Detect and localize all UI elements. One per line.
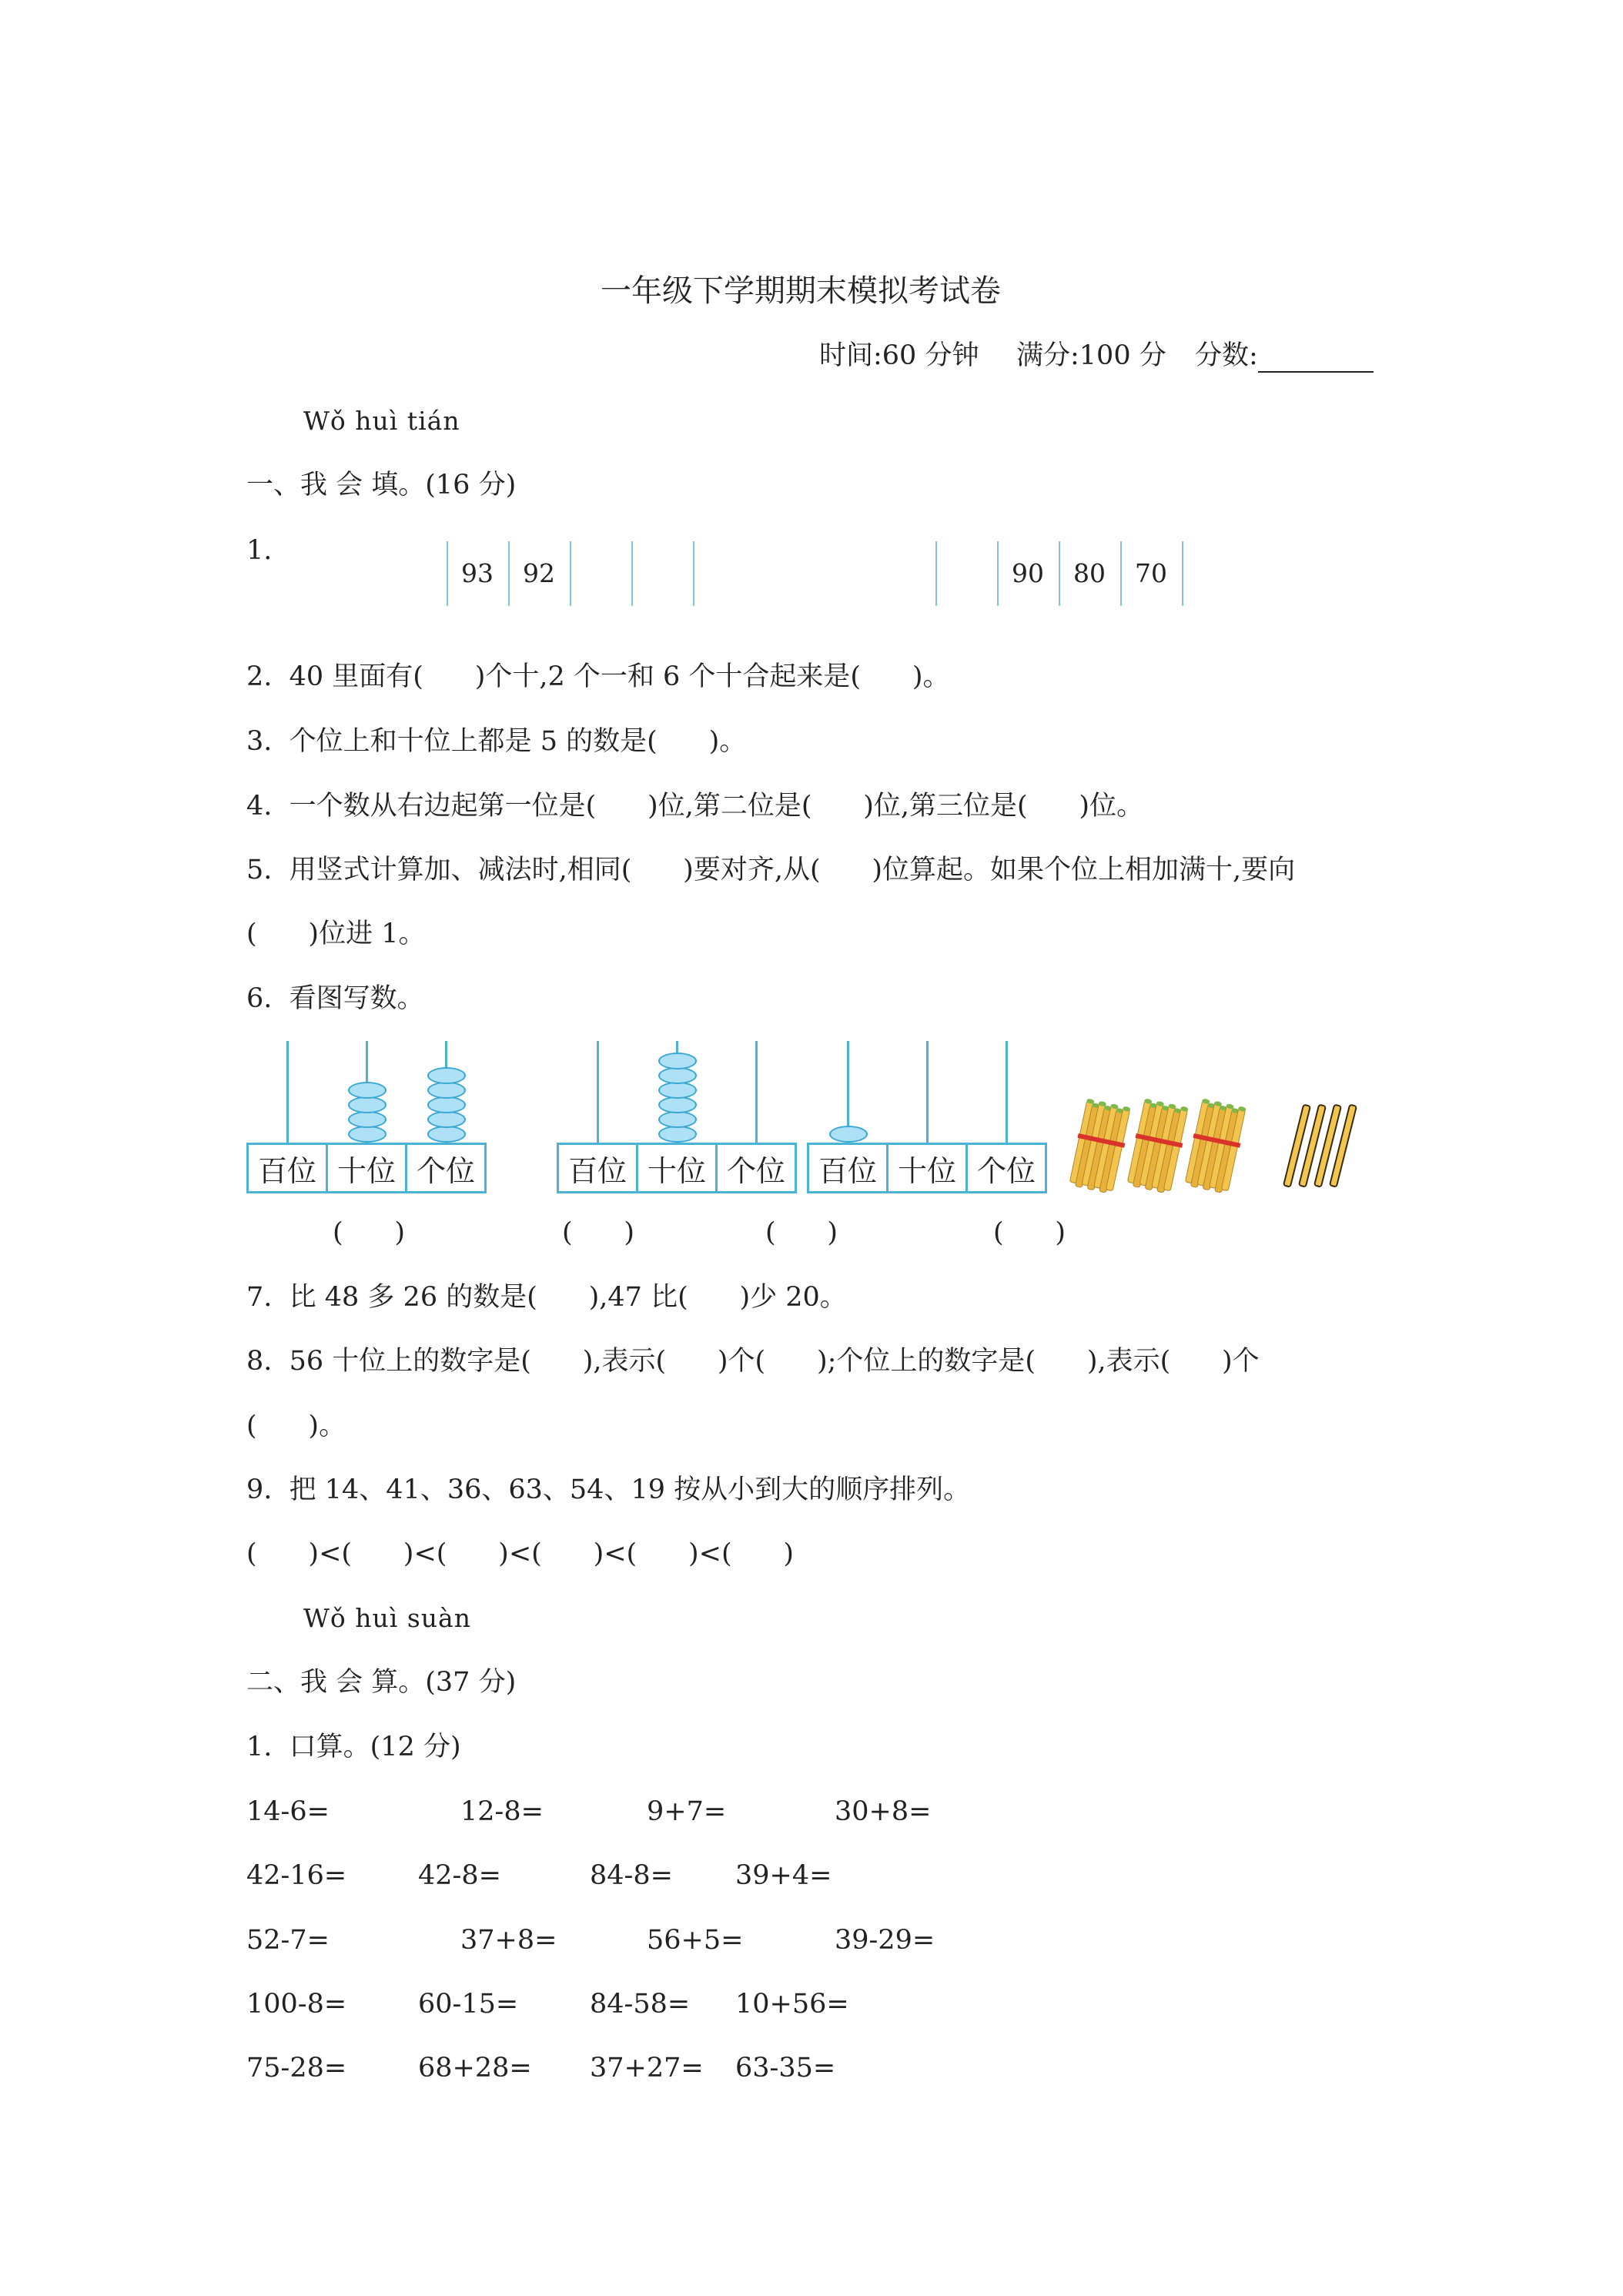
abacus-bead (658, 1053, 697, 1069)
track-divider (693, 541, 694, 606)
track-cell: 90 (1012, 558, 1044, 588)
calc-item: 42-8= (418, 1860, 501, 1891)
calc-item: 84-8= (590, 1860, 673, 1891)
track-cell: 80 (1073, 558, 1106, 588)
calc-item: 56+5= (647, 1925, 744, 1956)
answer6-1: ( ) (333, 1217, 406, 1248)
calc-item: 9+7= (647, 1796, 727, 1827)
track-divider (1182, 541, 1183, 606)
abacus-rod (926, 1041, 929, 1143)
track-divider (570, 541, 571, 606)
abacus-bead (658, 1082, 697, 1099)
track-divider (631, 541, 633, 606)
place-value-label: 十位 (638, 1145, 718, 1191)
question-5-line2: ( )位进 1。 (246, 919, 426, 949)
full-score: 满分:100 分 (1016, 340, 1166, 371)
calc-item: 39+4= (735, 1860, 832, 1891)
abacus-bead (348, 1111, 387, 1128)
calc-item: 52-7= (246, 1925, 330, 1956)
abacus-bead (829, 1126, 868, 1143)
calc-item: 12-8= (460, 1796, 544, 1827)
question-2: 2. 40 里面有( )个十,2 个一和 6 个十合起来是( )。 (246, 661, 950, 692)
track-cell: 70 (1135, 558, 1167, 588)
place-value-label: 十位 (328, 1145, 407, 1191)
question-9-answer: ( )<( )<( )<( )<( )<( ) (246, 1538, 795, 1569)
abacus-bead (427, 1126, 466, 1143)
calc-item: 63-35= (735, 2053, 836, 2083)
score-blank (1258, 345, 1374, 373)
question-8-line2: ( )。 (246, 1411, 346, 1441)
calc-item: 42-16= (246, 1860, 347, 1891)
calc-item: 68+28= (418, 2053, 532, 2083)
score-label: 分数: (1195, 340, 1258, 371)
question-6: 6. 看图写数。 (246, 983, 424, 1014)
place-value-label: 百位 (809, 1145, 888, 1191)
calc-item: 30+8= (835, 1796, 932, 1827)
calc-item: 75-28= (246, 2053, 347, 2083)
track-divider (935, 541, 937, 606)
place-value-label: 个位 (416, 1153, 475, 1188)
abacus-bead (348, 1096, 387, 1113)
q1-label: 1. (246, 535, 273, 566)
abacus-bead (348, 1082, 387, 1099)
exam-time: 时间:60 分钟 (819, 340, 979, 371)
place-value-label: 十位 (888, 1145, 968, 1191)
answer6-2: ( ) (562, 1217, 635, 1248)
calc-item: 37+8= (460, 1925, 557, 1956)
question-7: 7. 比 48 多 26 的数是( ),47 比( )少 20。 (246, 1282, 847, 1313)
score-field (1195, 339, 1374, 373)
abacus-bead (658, 1126, 697, 1143)
place-value-label: 个位 (976, 1153, 1036, 1188)
bundle-of-ten-sticks (1185, 1098, 1246, 1193)
abacus-bead (658, 1096, 697, 1113)
calc-item: 60-15= (418, 1989, 519, 2020)
abacus-rod (286, 1041, 289, 1143)
abacus-rod (597, 1041, 599, 1143)
place-value-label: 百位 (249, 1145, 328, 1191)
track-cell: 92 (523, 558, 555, 588)
calc-item: 14-6= (246, 1796, 330, 1827)
section1-heading: 一、我 会 填。(16 分) (246, 470, 517, 500)
abacus-bead (658, 1067, 697, 1084)
answer6-4: ( ) (993, 1217, 1066, 1248)
abacus-rod (755, 1041, 758, 1143)
oral-calc-heading: 1. 口算。(12 分) (246, 1732, 461, 1762)
place-value-label: 个位 (726, 1153, 785, 1188)
abacus-bead (658, 1111, 697, 1128)
section1-pinyin: Wǒ huì tián (303, 406, 460, 436)
bundle-of-ten-sticks (1069, 1098, 1130, 1193)
section2-heading: 二、我 会 算。(37 分) (246, 1667, 517, 1698)
calc-item: 84-58= (590, 1989, 691, 2020)
bundle-of-ten-sticks (1127, 1098, 1188, 1193)
calc-item: 10+56= (735, 1989, 849, 2020)
question-8-line1: 8. 56 十位上的数字是( ),表示( )个( );个位上的数字是( ),表示( )个 (246, 1346, 1260, 1377)
abacus-bead (427, 1067, 466, 1084)
abacus-bead (348, 1126, 387, 1143)
section2-pinyin: Wǒ huì suàn (303, 1603, 471, 1633)
calc-item: 100-8= (246, 1989, 347, 2020)
place-value-table (246, 1143, 487, 1193)
question-5-line1: 5. 用竖式计算加、减法时,相同( )要对齐,从( )位算起。如果个位上相加满十,要向 (246, 855, 1296, 885)
place-value-table (557, 1143, 797, 1193)
question-9: 9. 把 14、41、36、63、54、19 按从小到大的顺序排列。 (246, 1474, 971, 1505)
track-cell: 93 (461, 558, 494, 588)
calc-item: 37+27= (590, 2053, 704, 2083)
stick-bundles (1062, 1093, 1386, 1201)
question-3: 3. 个位上和十位上都是 5 的数是( )。 (246, 726, 747, 757)
abacus-bead (427, 1096, 466, 1113)
page-title: 一年级下学期期末模拟考试卷 (601, 273, 1001, 309)
abacus-bead (427, 1082, 466, 1099)
calc-item: 39-29= (835, 1925, 935, 1956)
place-value-label: 百位 (559, 1145, 638, 1191)
place-value-table (807, 1143, 1047, 1193)
abacus-rod (1006, 1041, 1008, 1143)
answer6-3: ( ) (765, 1217, 838, 1248)
abacus-bead (427, 1111, 466, 1128)
question-4: 4. 一个数从右边起第一位是( )位,第二位是( )位,第三位是( )位。 (246, 791, 1144, 822)
